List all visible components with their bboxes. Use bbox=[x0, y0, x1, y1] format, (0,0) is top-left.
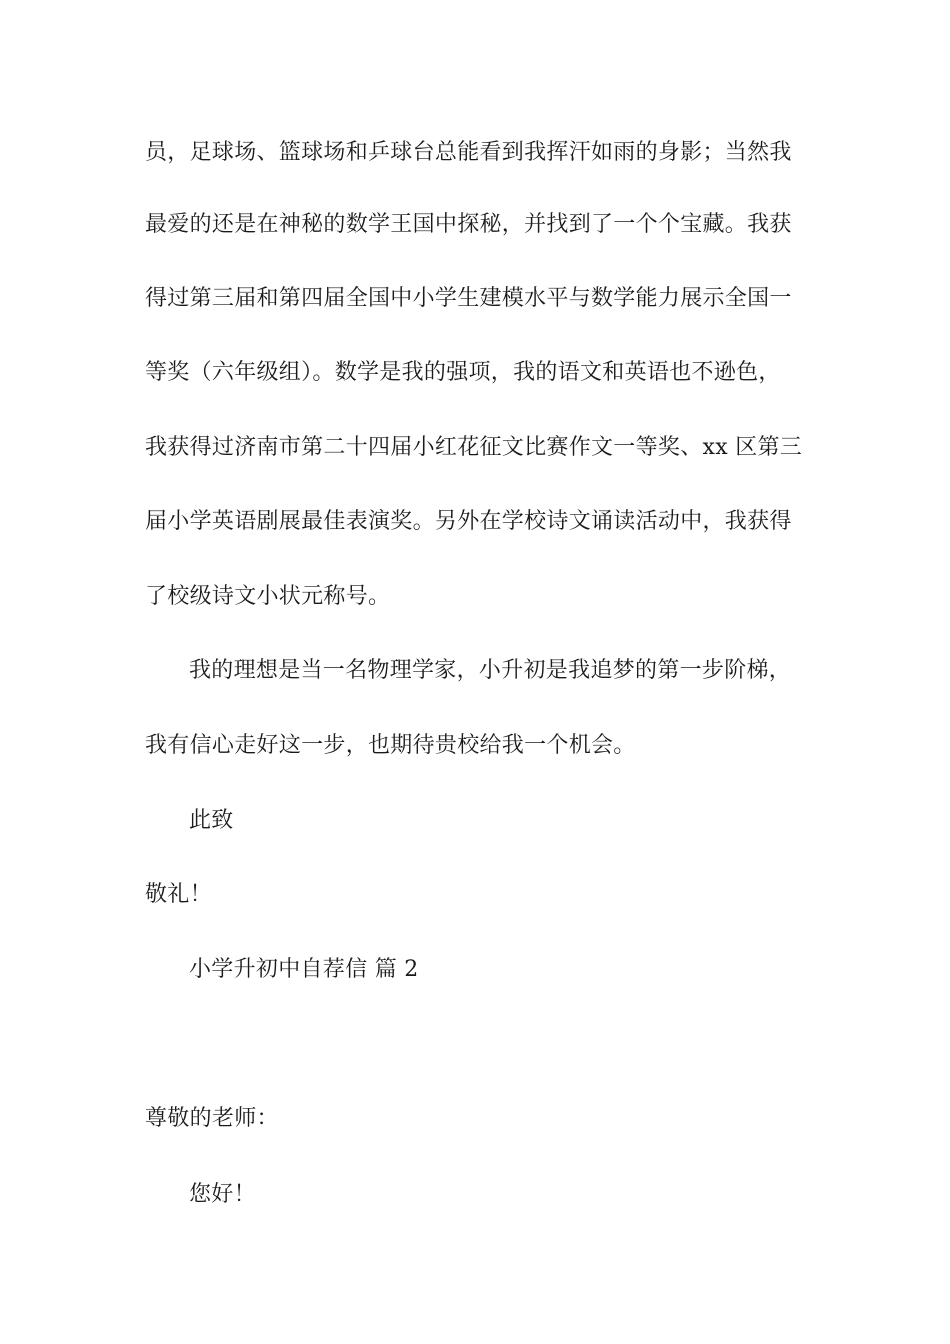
closing-text: 此致 bbox=[189, 808, 234, 833]
paragraph-line: 了校级诗文小状元称号。 bbox=[145, 584, 391, 609]
paragraph-line: 我有信心走好这一步，也期待贵校给我一个机会。 bbox=[145, 733, 636, 758]
closing-salute: 敬礼！ bbox=[145, 882, 212, 907]
paragraph-line: 得过第三届和第四届全国中小学生建模水平与数学能力展示全国一 bbox=[145, 286, 792, 311]
paragraph-line: 等奖（六年级组）。数学是我的强项，我的语文和英语也不逊色， bbox=[145, 360, 781, 385]
paragraph-line: 我的理想是当一名物理学家，小升初是我追梦的第一步阶梯， bbox=[189, 658, 792, 683]
salutation: 尊敬的老师： bbox=[145, 1106, 279, 1131]
paragraph-line: 我获得过济南市第二十四届小红花征文比赛作文一等奖、xx 区第三 bbox=[145, 435, 803, 460]
greeting: 您好！ bbox=[189, 1182, 256, 1207]
paragraph-line: 最爱的还是在神秘的数学王国中探秘，并找到了一个个宝藏。我获 bbox=[145, 212, 792, 237]
section-title: 小学升初中自荐信 篇 2 bbox=[189, 957, 419, 982]
paragraph-line: 员，足球场、篮球场和乒球台总能看到我挥汗如雨的身影；当然我 bbox=[145, 140, 792, 165]
paragraph-line: 届小学英语剧展最佳表演奖。另外在学校诗文诵读活动中，我获得 bbox=[145, 509, 792, 534]
